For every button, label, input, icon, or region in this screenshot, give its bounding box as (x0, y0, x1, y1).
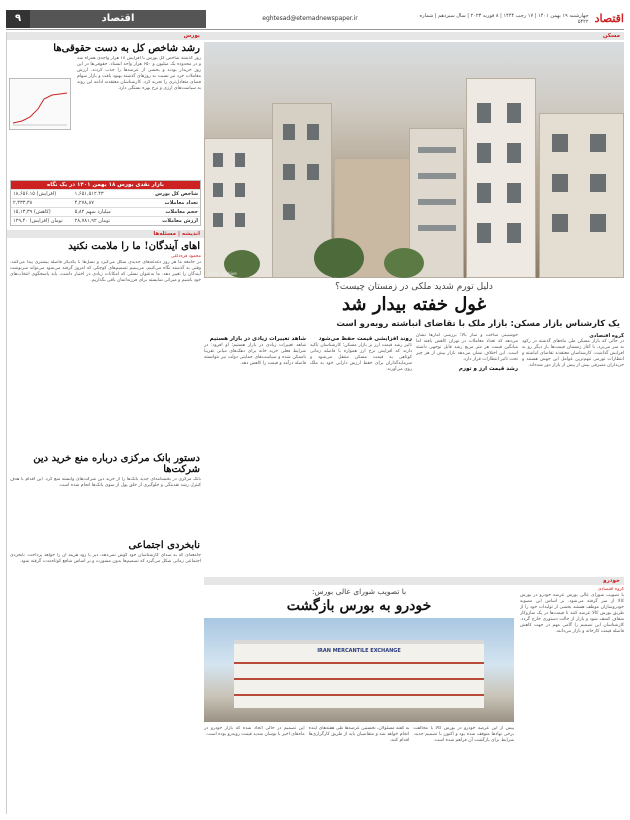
lead-photo (204, 42, 624, 278)
main-column (204, 32, 624, 814)
mid-heading: رشد قیمت ارز و تورم (458, 366, 518, 372)
auto-supertitle: با تصویب شورای عالی بورس: (311, 587, 407, 596)
table-row: ارزش معاملات ۲۸,۷۸۱,۹۲ تومان ۱۲۹,۴۰ تومان (افزایش) (12, 218, 198, 224)
section-tag-auto: خودرو (204, 577, 624, 585)
auto-paragraph: به گفته مسئولان، نخستین عرضه‌ها طی هفته‌های آینده انجام خواهد شد و متقاضیان باید از طریق کارگزاری‌ها اقدام کنند. (308, 726, 410, 743)
auto-paragraph: این تصمیم در حالی اتخاذ شده که بازار خودرو در ماه‌های اخیر با نوسان شدید قیمت روبه‌رو بوده است. (204, 726, 305, 737)
bank-text: بانک مرکزی در بخشنامه‌ای جدید بانک‌ها را از خرید دین شرکت‌های وابسته منع کرد. این اقدام با هدف کنترل رشد نقدینگی و جلوگیری از خلق پول از سوی بانک‌ها انجام شده است. (10, 477, 201, 488)
page-number: ۹ (6, 10, 30, 28)
lead-paragraph: در حالی که بازار مسکن طی ماه‌های گذشته در رکود به سر می‌برد، با آغاز زمستان قیمت‌ها بار دیگر رو به افزایش گذاشت. کارشناسان معتقدند تقاضای انباشته و انتظارات تورمی مهم‌ترین عوامل این جهش هستند و خریداران مصرفی بیش از پیش از بازار دور شده‌اند. (522, 339, 624, 368)
masthead (414, 12, 624, 25)
contact-email[interactable]: eghtesad@etemadnewspaper.ir (262, 15, 358, 22)
photo-credit: Photo: archive (208, 271, 237, 276)
lead-supertitle: دلیل تورم شدید ملکی در زمستان چیست؟ (335, 282, 493, 292)
auto-paragraph: با تصویب شورای عالی بورس عرضه خودرو در بورس کالا از سر گرفته می‌شود. بر اساس این مصوبه خودروسازان موظف هستند بخشی از تولیدات خود را از طریق بورس کالا عرضه کنند تا قیمت‌ها در یک سازوکار شفاف کشف شود و بازار از حالت دستوری خارج گردد. کارشناسان این تصمیم را گامی مهم در جهت کاهش فاصله قیمت کارخانه و بازار می‌دانند. (520, 593, 624, 634)
date-line: چهارشنبه ۱۹ بهمن ۱۴۰۱ | ۱۷ رجب ۱۴۴۴ | ۸ فوریه ۲۰۲۳ | سال سیزدهم | شماره ۵۴۲۲ (419, 12, 589, 25)
stock-table-title: بازار نقدی بورس ۱۸ بهمن ۱۴۰۱ در یک نگاه (11, 181, 200, 189)
side-column (6, 32, 204, 814)
building-signage: IRAN MERCANTILE EXCHANGE (317, 648, 401, 654)
lead-column-2 (416, 333, 518, 573)
lead-column-4 (204, 333, 306, 573)
lead-column-1 (522, 333, 624, 573)
auto-body (204, 726, 514, 806)
auto-headline[interactable]: خودرو به بورس بازگشت (286, 598, 432, 614)
social-text: جامعه‌ای که به صدای کارشناسان خود گوش نمی‌دهد، دیر یا زود هزینه آن را خواهد پرداخت. نابخردی اجتماعی زمانی شکل می‌گیرد که تصمیم‌ها بدون مشورت و بر اساس منافع کوتاه‌مدت گرفته شود. (10, 553, 201, 564)
building-facade (234, 640, 484, 708)
mid-heading: روند افزایشی قیمت حفظ می‌شود (318, 336, 412, 342)
auto-paragraph: پیش از این عرضه خودرو در بورس کالا با مخالفت برخی نهادها متوقف شده بود و اکنون با تصمیم جدید، شرایط برای بازگشت آن فراهم شده است. (413, 726, 514, 743)
auto-byline: گروه اقتصادی (597, 587, 624, 592)
auto-side-text (520, 587, 624, 787)
opinion-headline[interactable]: اهای آیندگان! ما را ملامت نکنید (68, 241, 200, 252)
newspaper-logo: اقتصاد (594, 12, 624, 25)
table-row: تعداد معاملات ۴,۲۷۸,۸۷ ۲,۳۳۳,۳۸ (12, 200, 198, 206)
section-tag-opinion: اندیشه | مسئله‌ها (7, 230, 204, 238)
bourse-headline[interactable]: رشد شاخص کل به دست حقوقی‌ها (53, 43, 200, 54)
lead-byline: گروه اقتصادی (589, 333, 624, 339)
table-row: حجم معاملات ۵,۸۲ میلیارد سهم ۱۵,۱۳,۳۹ (کاهش) (12, 209, 198, 215)
lead-paragraph: تاثیر رشد قیمت ارز بر بازار مسکن؛ کارشناسان تاکید دارند که افزایش نرخ ارز همواره با فاصله زمانی کوتاهی به قیمت مسکن منتقل می‌شود و سرمایه‌گذاران برای حفظ ارزش دارایی خود به ملک روی می‌آورند. (310, 343, 412, 372)
bourse-text: روز گذشته شاخص کل بورس با افزایش ۱۸ هزار واحدی همراه شد و در محدوده یک میلیون و ۶۵۰ هزار واحد ایستاد. حقوقی‌ها در این روز خریدار بودند و بخشی از عرضه‌ها را جذب کردند. ارزش معاملات خرد نیز نسبت به روزهای گذشته بهبود یافت و بازار سهام فضای متعادل‌تری را تجربه کرد. کارشناسان معتقدند ادامه این روند به سیاست‌های ارزی و نرخ بهره بستگی دارد. (77, 56, 202, 91)
section-name: اقتصاد (30, 10, 206, 28)
section-banner (6, 10, 206, 28)
page-header (6, 8, 624, 30)
lead-column-3 (310, 333, 412, 573)
lead-paragraph: شاهد تغییرات زیادی در بازار هستیم؛ او افزود: در شرایط فعلی خرید خانه برای دهک‌های میانی تقریبا ناممکن شده و سیاست‌های حمایتی دولت نیز نتوانسته فاصله درآمد و قیمت را کاهش دهد. (204, 343, 306, 366)
opinion-byline: محمود قره‌داغی (170, 254, 201, 259)
section-tag-bourse: بورس (7, 32, 204, 40)
table-row: شاخص کل بورس ۱,۶۵۱,۵۱۲.۴۳ ۱۸,۶۵۶.۱۵ (افزایش) (12, 191, 198, 197)
exchange-building-photo (204, 618, 514, 722)
stock-summary-table (10, 180, 201, 226)
social-headline[interactable]: نابخردی اجتماعی (128, 540, 200, 551)
auto-story (204, 587, 624, 806)
mid-heading: شاهد تغییرات زیادی در بازار هستیم (209, 336, 306, 342)
auto-main (204, 587, 514, 806)
lead-body (204, 333, 624, 573)
index-chart (9, 78, 71, 130)
opinion-text: در جامعه ما هر روز دغدغه‌های جدیدی شکل می‌گیرد و نسل‌ها با یکدیگر فاصله بیشتری پیدا می‌کنند. وقتی به گذشته نگاه می‌کنیم، می‌بینیم تصمیم‌های کوچکی که امروز گرفته می‌شود می‌تواند سرنوشت آیندگان را تغییر دهد. ما به‌عنوان نسلی که امکانات زیادی در اختیار داشت، باید پاسخگوی انتخاب‌های خود باشیم و میراثی شایسته برای فرزندانمان باقی بگذاریم. (10, 260, 201, 283)
lead-subhead: یک کارشناس بازار مسکن: بازار ملک با تقاضای انباشته روبه‌رو است (336, 319, 620, 329)
lead-headline[interactable]: غول خفته بیدار شد (341, 294, 487, 315)
bank-headline[interactable]: دستور بانک مرکزی درباره منع خرید دین شرکت‌ها (33, 453, 200, 475)
section-tag-housing: مسکن (204, 32, 624, 40)
lead-paragraph: خوشبینی ساخت و ساز بالا؛ بررسی آمارها نشان می‌دهد که تعداد معاملات در تهران کاهش یافته اما میانگین قیمت هر متر مربع رشد قابل توجهی داشته است. این اختلاف نشان می‌دهد بازار بیش از هر چیز تحت تاثیر انتظارات قرار دارد. (416, 333, 518, 362)
